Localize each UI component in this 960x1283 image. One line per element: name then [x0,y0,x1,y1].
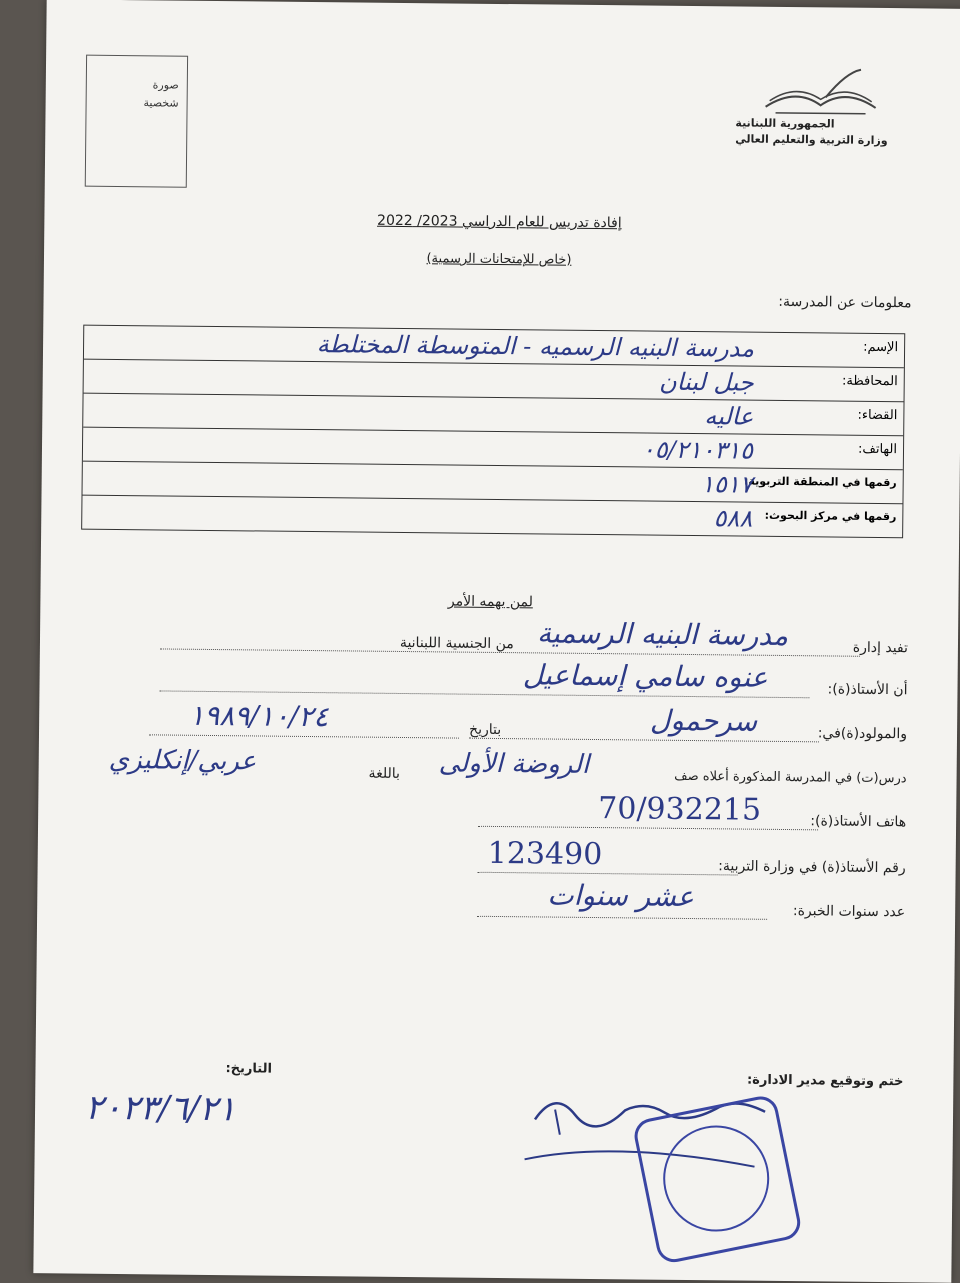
line2-prefix: أن الأستاذ(ة): [827,681,908,699]
line1-suffix: من الجنسية اللبنانية [399,634,514,653]
sign-label: ختم وتوقيع مدير الادارة: [746,1072,904,1090]
row-value: مدرسة البنيه الرسميه - المتوسطة المختلطة [316,330,755,363]
line6-value: 123490 [487,835,603,873]
line2-value: عنوه سامي إسماعيل [522,658,768,694]
line4-lang: عربي/إنكليزي [108,744,257,777]
school-info-table [81,325,905,539]
line4-value: الروضة الأولى [438,748,590,780]
ministry-logo-icon [756,67,887,118]
row-label: المحافظة: [841,373,898,390]
line6-prefix: رقم الأستاذ(ة) في وزارة التربية: [718,858,906,877]
line3-date: ١٩٨٩/١٠/٢٤ [189,698,329,734]
official-stamp-icon [631,1093,803,1265]
to-whom-heading: لمن يهمه الأمر [447,593,533,611]
line1-prefix: تفيد إدارة [852,639,909,657]
photo-label-1: صورة [152,78,179,92]
photo-box [85,55,188,188]
ministry-line-1: الجمهورية اللبنانية [735,116,835,131]
document-title: إفادة تدريس للعام الدراسي 2023/ 2022 [377,212,622,232]
line3-prefix: والمولود(ة)في: [817,725,908,743]
line3-date-rule [149,734,459,738]
line1-value: مدرسة البنيه الرسمية [536,616,789,653]
line4-mid: باللغة [368,765,401,782]
row-value: جبل لبنان [658,367,754,397]
row-value: عاليه [704,402,754,431]
row-value: ٥٨٨ [713,504,753,533]
line3-value: سرحمول [649,703,758,738]
line3-rule [469,738,819,743]
date-value: ٢٠٢٣/٦/٢١ [84,1087,237,1130]
line5-prefix: هاتف الأستاذ(ة): [810,813,907,831]
line3-mid: بتاريخ [468,721,502,739]
section-label: معلومات عن المدرسة: [778,293,912,312]
line6-rule [478,872,738,876]
row-label: رقمها في المنطقة التربوية: [743,474,897,490]
row-label: الهاتف: [857,441,898,458]
line7-prefix: عدد سنوات الخبرة: [792,903,906,921]
photo-label-2: شخصية [143,96,179,110]
line7-rule [477,916,767,920]
row-value: ١٥١٧ [700,470,753,499]
document-subtitle: (خاص للإمتحانات الرسمية) [426,251,572,268]
row-label: الإسم: [863,339,899,356]
date-label: التاريخ: [225,1061,273,1077]
row-label: القضاء: [857,407,898,424]
row-label: رقمها في مركز البحوث: [764,508,897,524]
ministry-line-2: وزارة التربية والتعليم العالي [735,132,888,148]
document-page [33,0,960,1283]
line5-value: 70/932215 [598,791,762,828]
line7-value: عشر سنوات [547,878,695,914]
line4-prefix: درس(ت) في المدرسة المذكورة أعلاه صف [674,768,907,787]
row-value: ٠٥/٢١٠٣١٥ [641,435,754,465]
